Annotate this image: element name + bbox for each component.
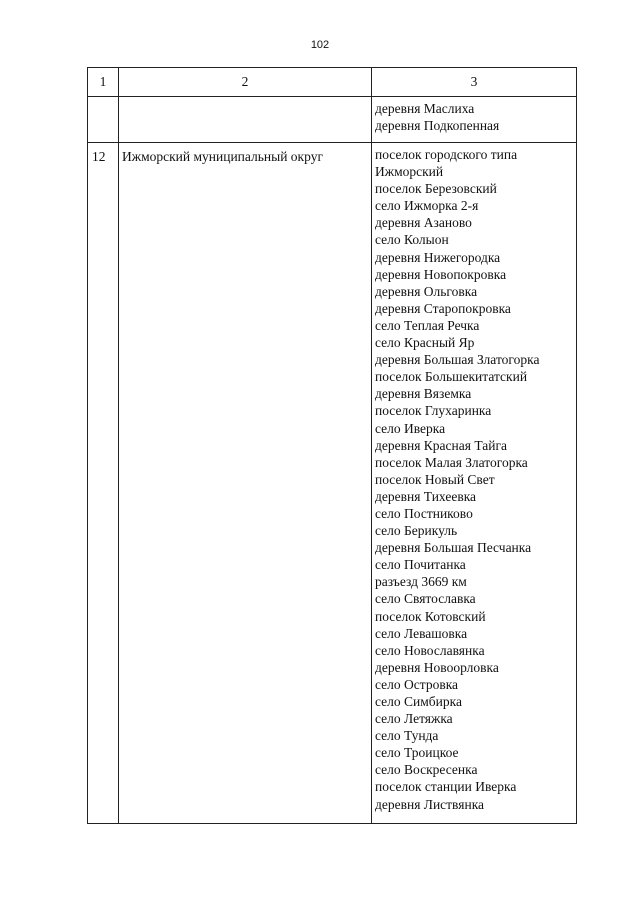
settlement-item: село Воскресенка xyxy=(375,762,478,778)
settlement-item: деревня Красная Тайга xyxy=(375,437,507,453)
settlement-item: деревня Маслиха xyxy=(375,101,475,116)
settlement-item: село Почитанка xyxy=(375,557,466,573)
settlement-item: село Островка xyxy=(375,676,459,692)
settlement-item: село Берикуль xyxy=(375,523,458,539)
column-header-1: 1 xyxy=(88,68,119,97)
settlement-item: поселок Большекитатский xyxy=(375,369,528,385)
settlement-item: поселок Глухаринка xyxy=(375,403,492,419)
settlements-cell xyxy=(372,97,577,143)
settlement-item: разъезд 3669 км xyxy=(375,574,467,590)
settlement-item: деревня Новоорловка xyxy=(375,659,499,675)
settlement-item: село Ижморка 2-я xyxy=(375,198,479,214)
page-number: 102 xyxy=(310,39,330,51)
settlement-item: деревня Нижегородка xyxy=(375,249,501,265)
district-cell xyxy=(119,143,372,824)
settlement-item: поселок станции Иверка xyxy=(375,779,517,795)
settlement-item: село Тунда xyxy=(375,728,439,744)
settlement-item: поселок Малая Златогорка xyxy=(375,454,528,470)
column-header-2: 2 xyxy=(119,68,372,97)
settlement-item: деревня Азаново xyxy=(375,215,472,231)
settlement-item: село Троицкое xyxy=(375,745,459,761)
settlements-cell xyxy=(372,143,577,824)
settlement-item: деревня Тихеевка xyxy=(375,488,477,504)
settlement-item: деревня Ольговка xyxy=(375,283,478,299)
settlement-item: село Теплая Речка xyxy=(375,317,480,333)
settlement-item: село Летяжка xyxy=(375,711,453,727)
settlement-item: село Колыон xyxy=(375,232,449,248)
row-number: 12 xyxy=(92,149,106,164)
settlement-item: поселок Березовский xyxy=(375,181,497,197)
table-row xyxy=(88,97,577,143)
settlements-list xyxy=(372,97,576,134)
settlement-item: село Постниково xyxy=(375,505,473,521)
settlement-item: село Новославянка xyxy=(375,642,485,658)
settlement-item: село Левашовка xyxy=(375,625,468,641)
district-cell xyxy=(119,97,372,143)
settlement-item: поселок Новый Свет xyxy=(375,471,495,487)
settlements-table xyxy=(87,67,577,824)
settlement-item: Ижморский xyxy=(375,164,444,180)
settlement-item: поселок Котовский xyxy=(375,608,486,624)
table-row xyxy=(88,143,577,824)
settlement-item: деревня Большая Песчанка xyxy=(375,540,532,556)
settlements-list xyxy=(372,143,576,813)
table-header-row xyxy=(88,68,577,97)
settlement-item: деревня Вяземка xyxy=(375,386,472,402)
settlement-item: деревня Новопокровка xyxy=(375,266,507,282)
settlement-item: село Святославка xyxy=(375,591,476,607)
district-name: Ижморский муниципальный округ xyxy=(122,149,323,164)
settlement-item: деревня Подкопенная xyxy=(375,118,500,134)
row-number-cell xyxy=(88,97,119,143)
settlement-item: деревня Большая Златогорка xyxy=(375,352,540,368)
settlement-item: деревня Листвянка xyxy=(375,796,485,812)
row-number-cell xyxy=(88,143,119,824)
settlement-item: село Симбирка xyxy=(375,694,462,709)
row-number xyxy=(88,97,118,103)
settlement-item: деревня Старопокровка xyxy=(375,300,511,316)
settlement-item: село Красный Яр xyxy=(375,335,475,351)
column-header-3: 3 xyxy=(372,68,577,97)
district-name xyxy=(119,97,371,103)
settlement-item: село Иверка xyxy=(375,420,446,436)
settlement-item: поселок городского типа xyxy=(375,147,518,162)
